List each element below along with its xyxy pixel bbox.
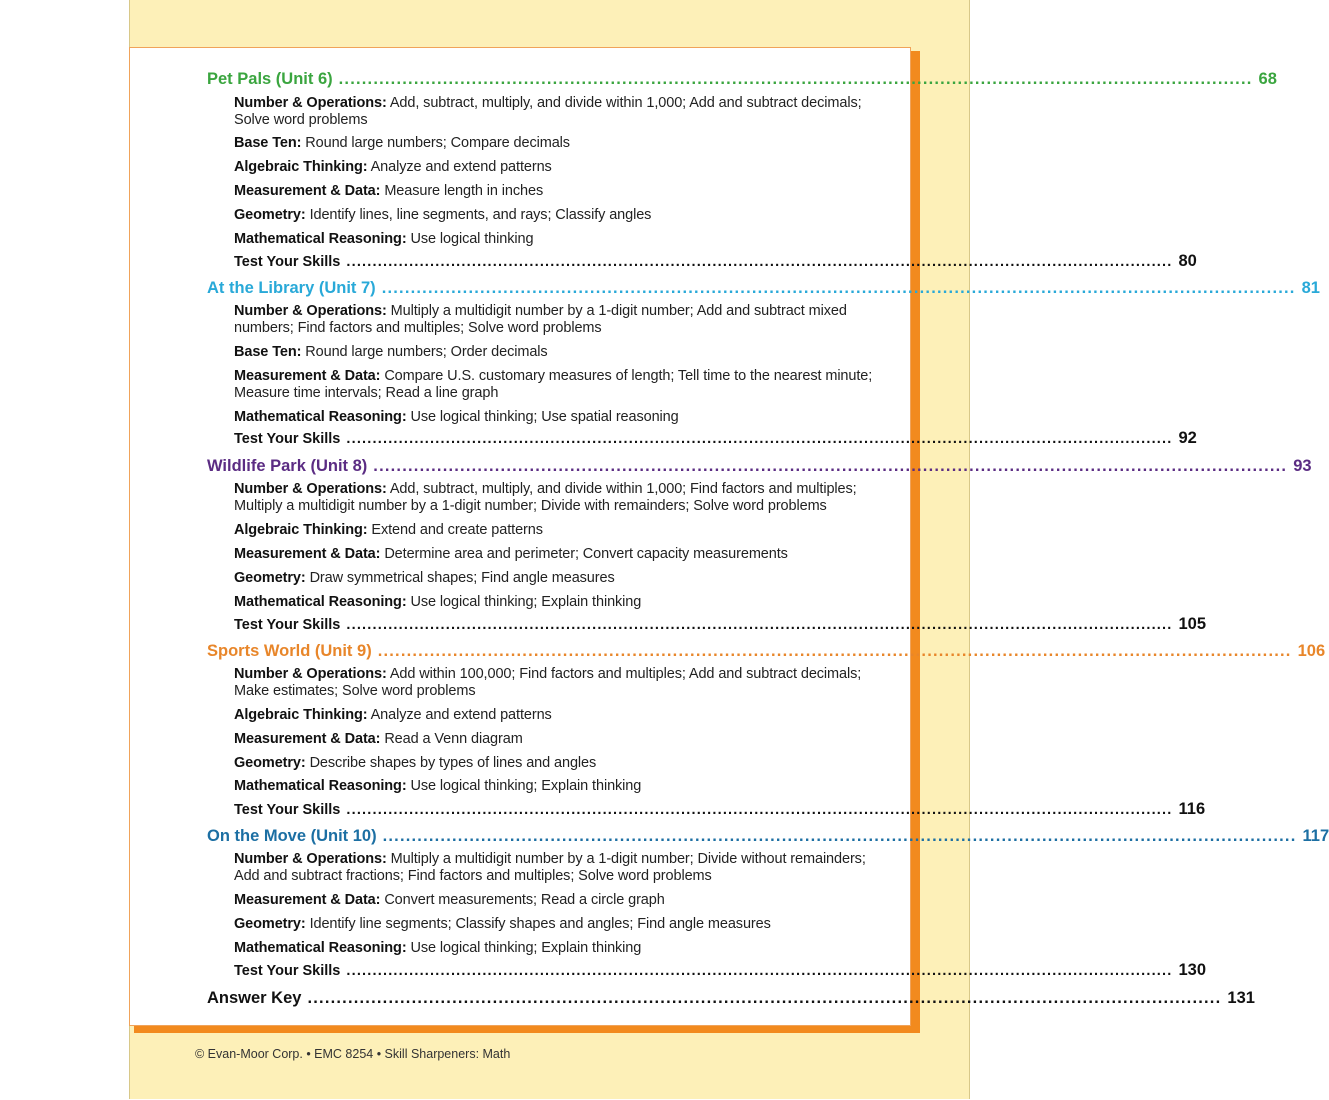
skill-line: Mathematical Reasoning: Use logical thinking; Explain thinking — [234, 594, 642, 610]
skill-line: Number & Operations: Multiply a multidigit number by a 1-digit number; Divide without remainders; Add and subtract fractions; Find factors and multiples; Solve word problems — [234, 851, 866, 884]
skill-line: Number & Operations: Add, subtract, multiply, and divide within 1,000; Add and subtract decimals; Solve word problems — [234, 95, 862, 128]
skill-line: Mathematical Reasoning: Use logical thinking — [234, 231, 534, 247]
test-your-skills-unit-9[interactable]: Test Your Skills .............................................................................................................................................................. 116 — [234, 800, 1206, 818]
skill-line: Mathematical Reasoning: Use logical thinking; Explain thinking — [234, 940, 642, 956]
toc-unit-7[interactable] — [207, 279, 1320, 303]
toc-unit-8[interactable] — [207, 457, 1312, 481]
dot-leader: .............................................................................................................................................................. — [307, 989, 1222, 1007]
dot-leader: .............................................................................................................................................................. — [381, 279, 1296, 297]
test-your-skills-unit-8[interactable]: Test Your Skills .............................................................................................................................................................. 105 — [234, 615, 1207, 633]
dot-leader: .............................................................................................................................................................. — [338, 70, 1253, 88]
skill-line: Base Ten: Round large numbers; Compare decimals — [234, 135, 570, 151]
skill-line: Measurement & Data: Convert measurements; Read a circle graph — [234, 892, 665, 908]
dot-leader: .............................................................................................................................................................. — [346, 802, 1173, 818]
dot-leader: .............................................................................................................................................................. — [346, 431, 1173, 447]
toc-unit-6[interactable] — [207, 70, 1277, 94]
skill-line: Measurement & Data: Read a Venn diagram — [234, 731, 523, 747]
skill-line: Geometry: Identify lines, line segments, and rays; Classify angles — [234, 207, 652, 223]
skill-line: Base Ten: Round large numbers; Order decimals — [234, 344, 548, 360]
skill-line: Measurement & Data: Measure length in inches — [234, 183, 544, 199]
test-your-skills-unit-6[interactable]: Test Your Skills .............................................................................................................................................................. 80 — [234, 252, 1197, 270]
skill-line: Geometry: Draw symmetrical shapes; Find angle measures — [234, 570, 615, 586]
skill-line: Geometry: Describe shapes by types of lines and angles — [234, 755, 597, 771]
unit-page-number: 81 — [1301, 279, 1320, 297]
skill-line: Mathematical Reasoning: Use logical thinking; Explain thinking — [234, 778, 642, 794]
unit-page-number: 68 — [1258, 70, 1277, 88]
unit-title: At the Library (Unit 7) — [207, 279, 376, 297]
unit-title: Sports World (Unit 9) — [207, 642, 372, 660]
skill-line: Number & Operations: Add, subtract, multiply, and divide within 1,000; Find factors and multiples; Multiply a multidigit number by a 1-digit number; Divide with remainders; Solve word problems — [234, 481, 857, 514]
unit-title: On the Move (Unit 10) — [207, 827, 377, 845]
unit-title: Wildlife Park (Unit 8) — [207, 457, 368, 475]
dot-leader: .............................................................................................................................................................. — [346, 254, 1173, 270]
skill-line: Number & Operations: Multiply a multidigit number by a 1-digit number; Add and subtract mixed numbers; Find factors and multiples; Solve word problems — [234, 303, 847, 336]
dot-leader: .............................................................................................................................................................. — [373, 457, 1288, 475]
unit-page-number: 93 — [1293, 457, 1312, 475]
skill-line: Algebraic Thinking: Extend and create patterns — [234, 522, 543, 538]
skill-line: Geometry: Identify line segments; Classify shapes and angles; Find angle measures — [234, 916, 771, 932]
skill-line: Measurement & Data: Compare U.S. customary measures of length; Tell time to the nearest minute; Measure time intervals; Read a line graph — [234, 368, 873, 401]
skill-line: Number & Operations: Add within 100,000; Find factors and multiples; Add and subtract decimals; Make estimates; Solve word problems — [234, 666, 862, 699]
toc-answer-key[interactable]: Answer Key .............................................................................................................................................................. 131 — [207, 989, 1255, 1007]
dot-leader: .............................................................................................................................................................. — [346, 617, 1173, 633]
page-footer: © Evan-Moor Corp. • EMC 8254 • Skill Sharpeners: Math — [195, 1047, 511, 1061]
toc-unit-10[interactable] — [207, 827, 1329, 851]
unit-page-number: 117 — [1302, 827, 1329, 845]
toc-unit-9[interactable] — [207, 642, 1326, 666]
dot-leader: .............................................................................................................................................................. — [377, 642, 1292, 660]
test-your-skills-unit-7[interactable]: Test Your Skills .............................................................................................................................................................. 92 — [234, 429, 1197, 447]
dot-leader: .............................................................................................................................................................. — [346, 963, 1173, 979]
unit-title: Pet Pals (Unit 6) — [207, 70, 333, 88]
skill-line: Measurement & Data: Determine area and perimeter; Convert capacity measurements — [234, 546, 788, 562]
test-your-skills-unit-10[interactable]: Test Your Skills .............................................................................................................................................................. 130 — [234, 961, 1207, 979]
dot-leader: .............................................................................................................................................................. — [382, 827, 1297, 845]
skill-line: Mathematical Reasoning: Use logical thinking; Use spatial reasoning — [234, 409, 679, 425]
skill-line: Algebraic Thinking: Analyze and extend patterns — [234, 159, 552, 175]
unit-page-number: 106 — [1297, 642, 1326, 660]
skill-line: Algebraic Thinking: Analyze and extend patterns — [234, 707, 552, 723]
